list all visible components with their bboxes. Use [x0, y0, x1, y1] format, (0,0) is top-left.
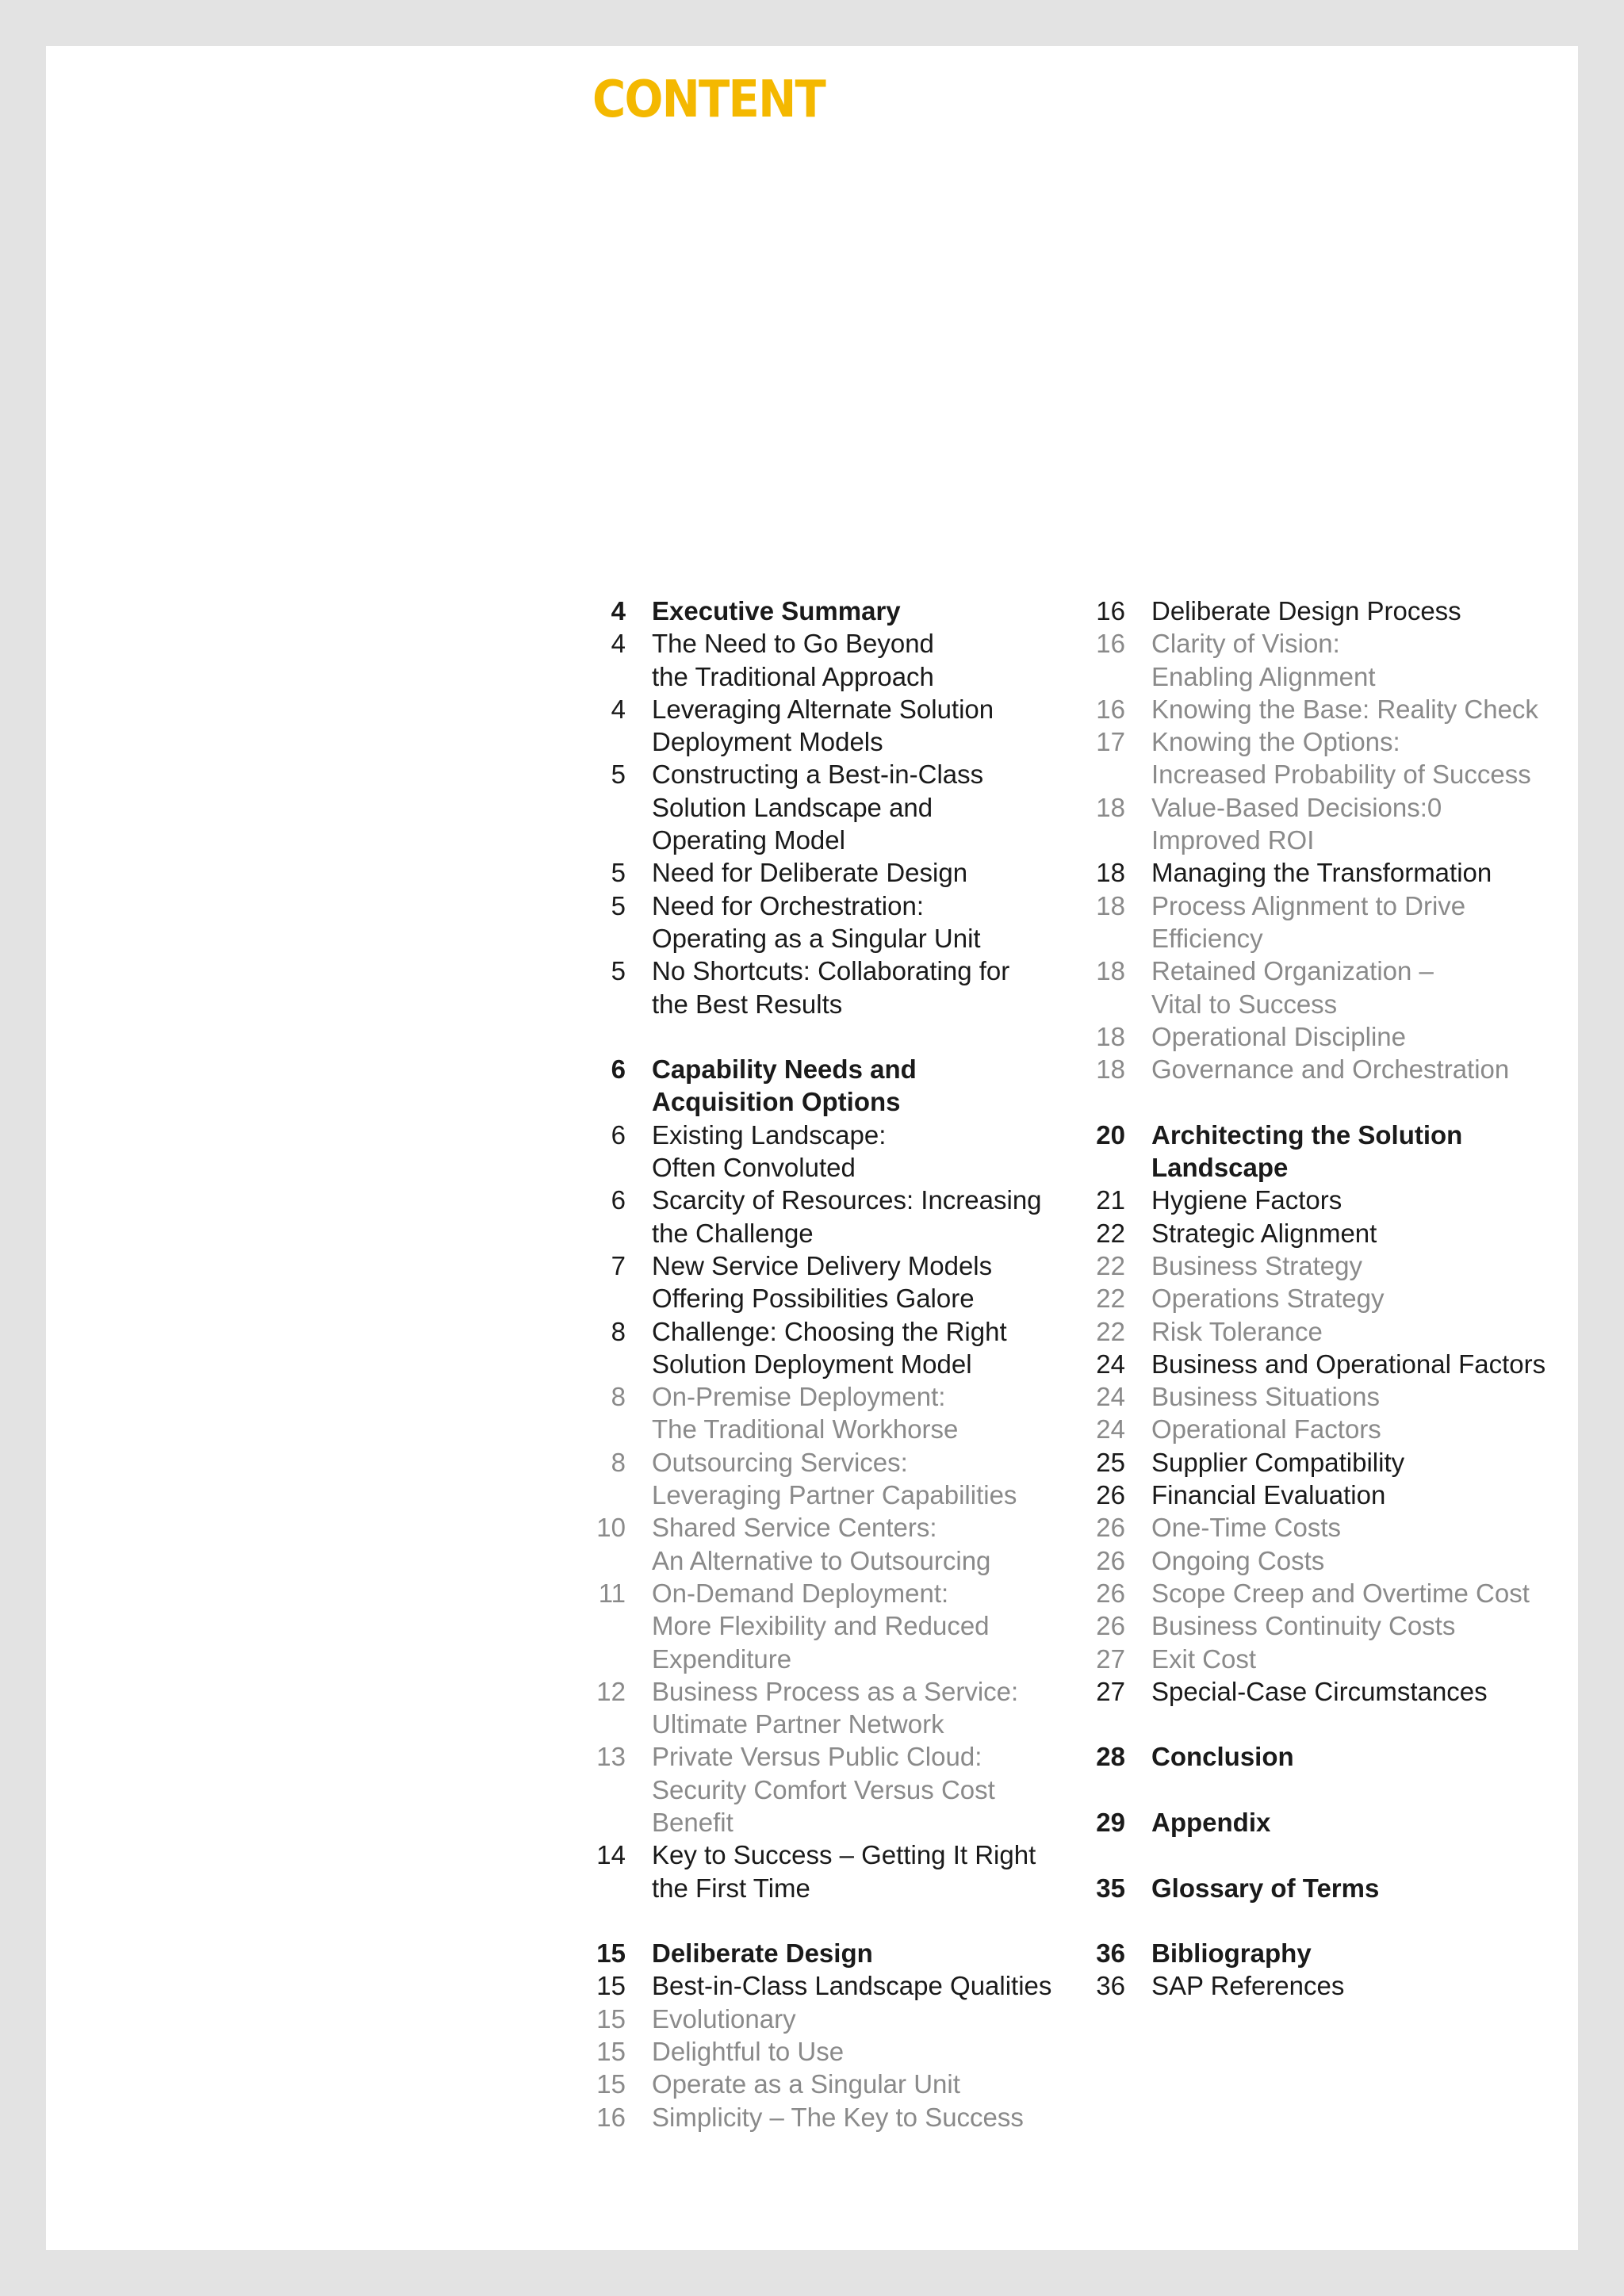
toc-entry-title: Scarcity of Resources: Increasing the Challenge — [652, 1185, 1042, 1248]
toc-entry — [1082, 1937, 1590, 1969]
toc-entry — [1082, 1053, 1590, 1085]
toc-page-number: 16 — [1096, 596, 1125, 626]
toc-entry — [1082, 1282, 1590, 1314]
toc-entry — [1082, 890, 1590, 955]
toc-entry-title: Evolutionary — [652, 2003, 796, 2034]
toc-entry-title: Private Versus Public Cloud: Security Comfort Versus Cost Benefit — [652, 1742, 995, 1837]
toc-entry-title: Deliberate Design — [652, 1938, 873, 1969]
toc-entry-title: Business Continuity Costs — [1151, 1611, 1456, 1641]
toc-entry — [583, 627, 1106, 693]
document-page — [46, 46, 1578, 2250]
toc-page-number: 16 — [1096, 629, 1125, 659]
toc-page-number: 6 — [611, 1119, 626, 1150]
toc-entry — [1082, 1872, 1590, 1904]
toc-page-number: 5 — [611, 890, 626, 920]
toc-entry-title: Conclusion — [1151, 1742, 1294, 1772]
toc-page-number: 18 — [1096, 858, 1125, 888]
toc-entry — [1082, 1020, 1590, 1053]
toc-entry — [583, 1577, 1106, 1675]
toc-page-number: 26 — [1096, 1545, 1125, 1575]
toc-entry — [1082, 595, 1590, 627]
toc-entry — [1082, 693, 1590, 725]
toc-entry — [1082, 955, 1590, 1020]
toc-entry-title: Executive Summary — [652, 596, 901, 626]
toc-entry-title: Business Process as a Service: Ultimate Partner Network — [652, 1676, 1019, 1739]
toc-page-number: 13 — [596, 1742, 626, 1772]
toc-entry-title: Operations Strategy — [1151, 1284, 1385, 1314]
toc-entry-title: Knowing the Options: Increased Probability of Success — [1151, 727, 1531, 790]
toc-entry — [583, 856, 1106, 889]
toc-page-number: 18 — [1096, 1054, 1125, 1085]
toc-page-number: 36 — [1096, 1938, 1125, 1969]
toc-entry — [583, 1740, 1106, 1839]
toc-page-number: 29 — [1096, 1807, 1125, 1837]
toc-entry-title: Best-in-Class Landscape Qualities — [652, 1971, 1052, 2001]
toc-entry-title: Exit Cost — [1151, 1644, 1257, 1674]
toc-entry — [583, 693, 1106, 759]
toc-entry — [583, 955, 1106, 1020]
toc-entry — [583, 2003, 1106, 2035]
toc-page-number: 6 — [611, 1054, 626, 1085]
toc-entry-title: Ongoing Costs — [1151, 1545, 1325, 1575]
toc-page-number: 5 — [611, 760, 626, 790]
toc-entry-title: Bibliography — [1151, 1938, 1312, 1969]
toc-page-number: 26 — [1096, 1480, 1125, 1510]
toc-entry-title: Value-Based Decisions:0 Improved ROI — [1151, 792, 1442, 855]
toc-page-number: 22 — [1096, 1316, 1125, 1346]
toc-entry-title: Operational Discipline — [1151, 1021, 1406, 1051]
toc-entry — [583, 1380, 1106, 1446]
toc-page-number: 27 — [1096, 1644, 1125, 1674]
toc-entry-title: Managing the Transformation — [1151, 858, 1492, 888]
toc-page-number: 18 — [1096, 792, 1125, 822]
toc-entry — [583, 1249, 1106, 1315]
toc-entry — [1082, 1348, 1590, 1380]
toc-page-number: 5 — [611, 956, 626, 986]
toc-page-number: 18 — [1096, 956, 1125, 986]
toc-entry — [1082, 627, 1590, 693]
toc-page-number: 18 — [1096, 1021, 1125, 1051]
toc-page-number: 35 — [1096, 1873, 1125, 1903]
toc-entry — [1082, 1315, 1590, 1348]
toc-page-number: 14 — [596, 1840, 626, 1870]
toc-entry — [1082, 725, 1590, 791]
toc-entry-title: Architecting the Solution Landscape — [1151, 1119, 1463, 1183]
toc-entry — [583, 890, 1106, 955]
toc-entry — [1082, 1249, 1590, 1282]
toc-entry — [1082, 1577, 1590, 1609]
toc-entry — [1082, 1446, 1590, 1479]
toc-entry-title: Business and Operational Factors — [1151, 1349, 1546, 1379]
toc-entry-title: Delightful to Use — [652, 2037, 845, 2067]
toc-entry-title: Operate as a Singular Unit — [652, 2069, 960, 2099]
toc-entry-title: Business Strategy — [1151, 1250, 1362, 1280]
toc-page-number: 15 — [596, 1938, 626, 1969]
toc-entry — [583, 1969, 1106, 2002]
toc-entry — [1082, 1544, 1590, 1577]
toc-entry-title: Glossary of Terms — [1151, 1873, 1380, 1903]
toc-page-number: 7 — [611, 1250, 626, 1280]
toc-page-number: 22 — [1096, 1218, 1125, 1248]
toc-page-number: 12 — [596, 1676, 626, 1706]
toc-entry-title: No Shortcuts: Collaborating for the Best Results — [652, 956, 1010, 1019]
toc-entry-title: Capability Needs and Acquisition Options — [652, 1054, 917, 1117]
toc-page-number: 26 — [1096, 1513, 1125, 1543]
toc-entry — [1082, 1413, 1590, 1445]
toc-page-number: 16 — [596, 2102, 626, 2132]
toc-entry-title: Supplier Compatibility — [1151, 1447, 1405, 1477]
toc-page-number: 26 — [1096, 1611, 1125, 1641]
toc-entry — [583, 1937, 1106, 1969]
toc-entry-title: One-Time Costs — [1151, 1513, 1341, 1543]
toc-entry — [1082, 1184, 1590, 1216]
page-title: CONTENT — [592, 71, 825, 129]
toc-entry-title: Retained Organization – Vital to Success — [1151, 956, 1434, 1019]
toc-entry — [1082, 1119, 1590, 1184]
toc-entry — [583, 2101, 1106, 2133]
toc-entry-title: The Need to Go Beyond the Traditional Approach — [652, 629, 934, 691]
toc-entry-title: Special-Case Circumstances — [1151, 1676, 1488, 1706]
toc-page-number: 26 — [1096, 1578, 1125, 1608]
toc-page-number: 18 — [1096, 890, 1125, 920]
toc-entry — [1082, 1969, 1590, 2002]
toc-entry-title: Process Alignment to Drive Efficiency — [1151, 890, 1466, 953]
toc-page-number: 28 — [1096, 1742, 1125, 1772]
toc-entry-title: On-Premise Deployment: The Traditional Workhorse — [652, 1382, 959, 1445]
toc-entry-title: Clarity of Vision: Enabling Alignment — [1151, 629, 1376, 691]
toc-entry — [1082, 1740, 1590, 1773]
toc-entry-title: Hygiene Factors — [1151, 1185, 1342, 1215]
toc-page-number: 15 — [596, 2003, 626, 2034]
toc-page-number: 11 — [598, 1578, 626, 1608]
toc-entry-title: Appendix — [1151, 1807, 1271, 1837]
toc-entry-title: On-Demand Deployment: More Flexibility and Reduced Expenditure — [652, 1578, 990, 1674]
toc-column-left — [583, 595, 1106, 2133]
toc-entry — [583, 1675, 1106, 1741]
toc-page-number: 10 — [596, 1513, 626, 1543]
toc-entry-title: Business Situations — [1151, 1382, 1380, 1412]
toc-page-number: 15 — [596, 1971, 626, 2001]
toc-entry-title: Scope Creep and Overtime Cost — [1151, 1578, 1530, 1608]
toc-entry — [1082, 791, 1590, 857]
toc-page-number: 24 — [1096, 1349, 1125, 1379]
toc-entry-title: Challenge: Choosing the Right Solution Deployment Model — [652, 1316, 1007, 1379]
toc-entry — [583, 2068, 1106, 2100]
toc-page-number: 15 — [596, 2069, 626, 2099]
toc-page-number: 36 — [1096, 1971, 1125, 2001]
toc-entry — [583, 1446, 1106, 1512]
toc-entry-title: Risk Tolerance — [1151, 1316, 1323, 1346]
toc-entry-title: Existing Landscape: Often Convoluted — [652, 1119, 887, 1183]
toc-page-number: 27 — [1096, 1676, 1125, 1706]
toc-entry-title: Need for Orchestration: Operating as a Singular Unit — [652, 890, 981, 953]
toc-entry-title: Simplicity – The Key to Success — [652, 2102, 1024, 2132]
toc-page-number: 24 — [1096, 1382, 1125, 1412]
toc-page-number: 5 — [611, 858, 626, 888]
toc-entry-title: Deliberate Design Process — [1151, 596, 1461, 626]
toc-entry — [1082, 1479, 1590, 1511]
toc-page-number: 16 — [1096, 694, 1125, 724]
toc-entry — [583, 1053, 1106, 1119]
toc-page-number: 21 — [1096, 1185, 1125, 1215]
toc-entry-title: Knowing the Base: Reality Check — [1151, 694, 1538, 724]
toc-entry — [1082, 1806, 1590, 1839]
toc-entry-title: New Service Delivery Models Offering Possibilities Galore — [652, 1250, 993, 1314]
toc-page-number: 4 — [611, 629, 626, 659]
toc-page-number: 20 — [1096, 1119, 1125, 1150]
toc-entry-title: Key to Success – Getting It Right the First Time — [652, 1840, 1036, 1903]
toc-entry — [1082, 856, 1590, 889]
toc-entry — [1082, 1609, 1590, 1642]
toc-page-number: 25 — [1096, 1447, 1125, 1477]
toc-page-number: 24 — [1096, 1414, 1125, 1445]
toc-entry — [583, 1119, 1106, 1184]
toc-entry-title: Financial Evaluation — [1151, 1480, 1386, 1510]
toc-page-number: 8 — [611, 1382, 626, 1412]
toc-page-number: 8 — [611, 1447, 626, 1477]
toc-page-number: 22 — [1096, 1250, 1125, 1280]
toc-entry-title: Shared Service Centers: An Alternative to Outsourcing — [652, 1513, 991, 1575]
toc-entry — [583, 1184, 1106, 1249]
toc-page-number: 22 — [1096, 1284, 1125, 1314]
toc-entry — [583, 1315, 1106, 1381]
toc-entry — [583, 758, 1106, 856]
toc-page-number: 6 — [611, 1185, 626, 1215]
toc-entry — [583, 595, 1106, 627]
toc-page-number: 8 — [611, 1316, 626, 1346]
toc-entry — [1082, 1511, 1590, 1544]
toc-page-number: 17 — [1096, 727, 1125, 757]
toc-entry — [1082, 1643, 1590, 1675]
toc-entry — [1082, 1380, 1590, 1413]
toc-entry-title: Constructing a Best-in-Class Solution Landscape and Operating Model — [652, 760, 984, 855]
toc-entry — [1082, 1675, 1590, 1708]
toc-entry-title: Operational Factors — [1151, 1414, 1381, 1445]
toc-page-number: 15 — [596, 2037, 626, 2067]
toc-entry-title: Leveraging Alternate Solution Deployment Models — [652, 694, 994, 757]
toc-entry-title: Outsourcing Services: Leveraging Partner Capabilities — [652, 1447, 1017, 1510]
toc-entry-title: Need for Deliberate Design — [652, 858, 968, 888]
toc-entry-title: Strategic Alignment — [1151, 1218, 1377, 1248]
toc-entry — [1082, 1217, 1590, 1249]
toc-entry-title: Governance and Orchestration — [1151, 1054, 1510, 1085]
toc-column-right — [1082, 595, 1590, 2003]
toc-page-number: 4 — [611, 694, 626, 724]
toc-entry — [583, 1839, 1106, 1904]
toc-entry-title: SAP References — [1151, 1971, 1345, 2001]
toc-entry — [583, 1511, 1106, 1577]
toc-page-number: 4 — [611, 596, 626, 626]
toc-entry — [583, 2035, 1106, 2068]
